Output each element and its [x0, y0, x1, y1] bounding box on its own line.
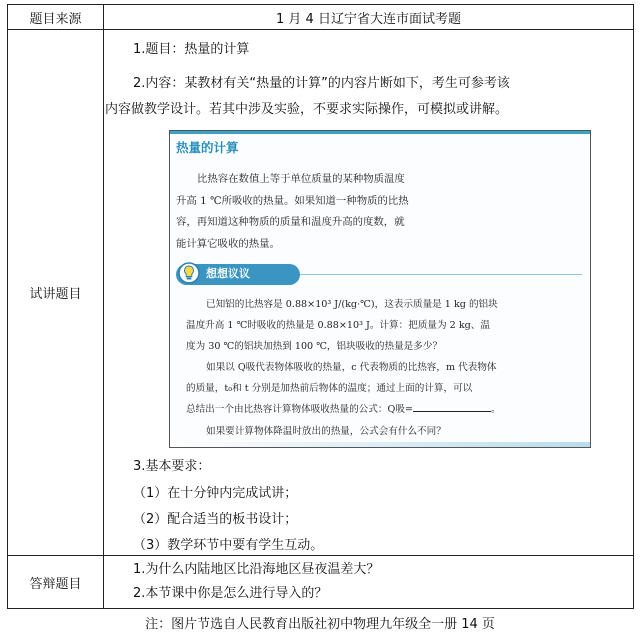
think-discuss-rule	[300, 274, 582, 275]
content-line-1: 2.内容：某教材有关“热量的计算”的内容片断如下，考生可参考该	[133, 76, 510, 91]
think-discuss-bar	[176, 262, 582, 287]
think-line: 如果要计算物体降温时放出的热量，公式会有什么不同？	[206, 425, 446, 437]
think-line: 如果以 Q吸代表物体吸收的热量，c 代表物质的比热容，m 代表物体	[206, 362, 497, 374]
think-line: 已知铝的比热容是 0.88×10³ J/(kg·℃)，这表示质量是 1 kg 的铝块	[206, 299, 498, 310]
excerpt-line: 比热容在数值上等于单位质量的某种物质温度	[197, 173, 405, 185]
defense-content	[104, 556, 634, 609]
requirements-title: 3.基本要求：	[133, 459, 211, 474]
formula-blank	[413, 401, 491, 412]
lightbulb-icon	[178, 261, 200, 285]
excerpt-line: 能计算它吸收的热量。	[176, 237, 280, 250]
content-line-2: 内容做教学设计。若其中涉及实验，不要求实际操作，可模拟或讲解。	[105, 102, 509, 117]
lecture-label: 试讲题目	[8, 30, 104, 556]
defense-question-1: 1.为什么内陆地区比沿海地区昼夜温差大？	[133, 562, 380, 577]
defense-question-2: 2.本节课中你是怎么进行导入的？	[133, 586, 328, 601]
excerpt-line: 升高 1 ℃所吸收的热量。如果知道一种物质的比热	[176, 194, 409, 207]
excerpt-title: 热量的计算	[176, 140, 239, 155]
defense-label: 答辩题目	[8, 556, 104, 609]
think-discuss-title: 想想议议	[206, 267, 250, 280]
textbook-excerpt	[169, 130, 591, 448]
excerpt-paragraph	[176, 169, 448, 255]
requirement-2: （2）配合适当的板书设计；	[133, 512, 298, 527]
think-discuss-text	[186, 294, 582, 442]
lecture-topic: 1.题目：热量的计算	[133, 42, 250, 57]
think-formula-line	[186, 399, 582, 420]
exam-title: 1 月 4 日辽宁省大连市面试考题	[104, 5, 634, 30]
excerpt-line: 容，再知道这种物质的质量和温度升高的度数，就	[176, 216, 405, 228]
requirement-3: （3）教学环节中要有学生互动。	[133, 538, 324, 553]
think-line: 温度升高 1 ℃时吸收的热量是 0.88×10³ J。计算：把质量为 2 kg、温	[186, 320, 490, 332]
formula-end: 。	[490, 404, 501, 416]
think-line: 度为 30 ℃的铝块加热到 100 ℃，铝块吸收的热量是多少？	[186, 341, 443, 353]
footnote: 注：图片节选自人民教育出版社初中物理九年级全一册 14 页	[145, 617, 495, 632]
source-label: 题目来源	[8, 5, 104, 30]
think-line: 的质量，t₀和 t 分别是加热前后物体的温度；通过上面的计算，可以	[186, 383, 473, 395]
excerpt-bottom-band	[170, 442, 590, 447]
think-formula-text: 总结出一个由比热容计算物体吸收热量的公式：Q吸=	[186, 404, 413, 416]
requirement-1: （1）在十分钟内完成试讲；	[133, 486, 298, 501]
excerpt-top-border	[170, 131, 590, 134]
